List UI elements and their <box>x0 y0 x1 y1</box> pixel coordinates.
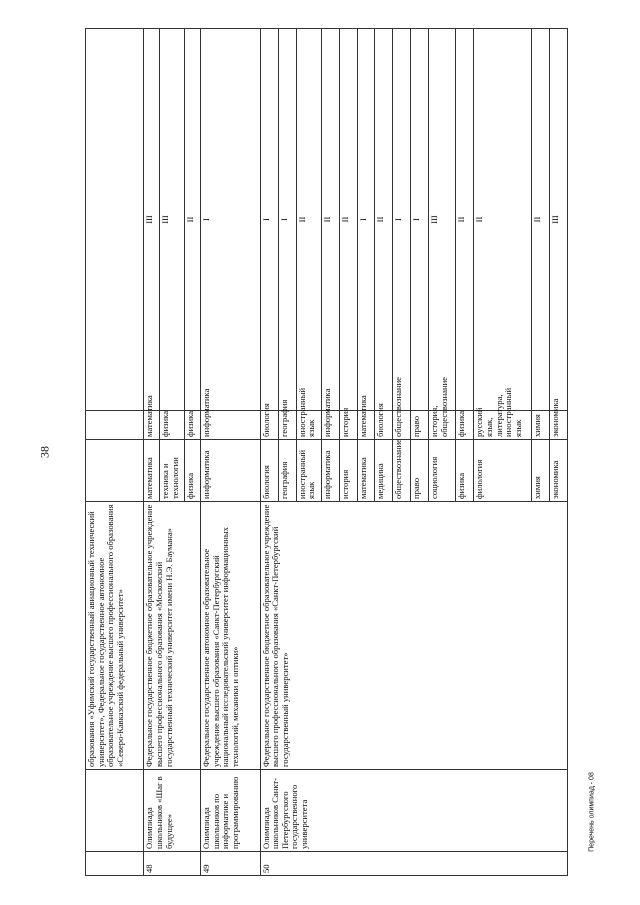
cell-profile: медицина <box>375 440 393 502</box>
cell-profile: экономика <box>549 440 567 502</box>
cell-profile: право <box>411 440 429 502</box>
cell-subject: история, обществознание <box>429 411 456 440</box>
cell-profile: физика <box>185 440 201 502</box>
cell-level: II <box>339 29 357 411</box>
cell-level: II <box>185 29 201 411</box>
olympiad-table <box>85 28 568 876</box>
cell-level: I <box>200 29 260 411</box>
table-row-48 <box>144 29 160 876</box>
cell-profile: биология <box>260 440 278 502</box>
cell-profile: иностранный язык <box>296 440 321 502</box>
cell-subject: обществознание <box>393 411 411 440</box>
cell-subject: иностранный язык <box>296 411 321 440</box>
cell-subject: химия <box>531 411 549 440</box>
cell-level: II <box>321 29 339 411</box>
cell-subject: информатика <box>200 411 260 440</box>
page-number: 38 <box>37 446 52 458</box>
footer-text: Перечень олимпиад - 08 <box>588 772 596 852</box>
cell-level <box>86 29 144 411</box>
cell-profile: обществознание <box>393 440 411 502</box>
cell-profile <box>86 440 144 502</box>
cell-level: I <box>278 29 296 411</box>
cell-subject: русский язык, литература, иностранный язык <box>474 411 531 440</box>
cell-level: I <box>260 29 278 411</box>
cell-profile: техника и технологии <box>160 440 185 502</box>
cell-subject: физика <box>185 411 201 440</box>
cell-profile: математика <box>357 440 375 502</box>
cell-profile: физика <box>456 440 474 502</box>
table-row-continuation <box>86 29 144 876</box>
cell-number <box>86 852 144 876</box>
cell-profile: филология <box>474 440 531 502</box>
cell-name: Олимпиада школьников по информатике и программированию <box>200 770 260 852</box>
olympiad-table-rotated <box>85 28 568 876</box>
cell-level: III <box>160 29 185 411</box>
cell-subject: право <box>411 411 429 440</box>
cell-profile: география <box>278 440 296 502</box>
cell-subject: физика <box>456 411 474 440</box>
cell-level: I <box>411 29 429 411</box>
cell-name: Олимпиада школьников «Шаг в будущее» <box>144 770 200 852</box>
cell-organizer: Федеральное государственное автономное образовательное учреждение высшего образования «Санкт-Петербургский национальный исследовательский университет информационных технологий, механики и оптики» <box>200 502 260 770</box>
table-row-50 <box>260 29 278 876</box>
cell-number: 48 <box>144 852 200 876</box>
cell-organizer: Федеральное государственное бюджетное образовательное учреждение высшего профессионального образования «Санкт-Петербургский государственный университет» <box>260 502 567 770</box>
cell-profile: химия <box>531 440 549 502</box>
cell-subject: биология <box>260 411 278 440</box>
cell-level: II <box>296 29 321 411</box>
cell-subject: информатика <box>321 411 339 440</box>
cell-subject: история <box>339 411 357 440</box>
cell-profile: информатика <box>321 440 339 502</box>
cell-level: I <box>357 29 375 411</box>
cell-subject: физика <box>160 411 185 440</box>
cell-profile: история <box>339 440 357 502</box>
cell-subject: биология <box>375 411 393 440</box>
cell-organizer: Федеральное государственное бюджетное образовательное учреждение высшего профессионального образования «Московский государственный технический университет имени Н.Э. Баумана» <box>144 502 200 770</box>
cell-level: II <box>531 29 549 411</box>
cell-subject <box>86 411 144 440</box>
cell-level: II <box>456 29 474 411</box>
cell-level: II <box>474 29 531 411</box>
cell-name: Олимпиада школьников Санкт-Петербургского государственного университета <box>260 770 567 852</box>
cell-level: I <box>393 29 411 411</box>
cell-profile: информатика <box>200 440 260 502</box>
cell-level: III <box>549 29 567 411</box>
table-row-49 <box>200 29 260 876</box>
cell-name <box>86 770 144 852</box>
cell-subject: экономика <box>549 411 567 440</box>
cell-subject: математика <box>357 411 375 440</box>
cell-number: 49 <box>200 852 260 876</box>
cell-subject: география <box>278 411 296 440</box>
cell-level: III <box>144 29 160 411</box>
cell-number: 50 <box>260 852 567 876</box>
cell-level: II <box>375 29 393 411</box>
cell-subject: математика <box>144 411 160 440</box>
cell-profile: социология <box>429 440 456 502</box>
cell-profile: математика <box>144 440 160 502</box>
cell-organizer: образования «Уфимский государственный авиационный технический университет», Федеральное государственное автономное образовательное учреждение высшего профессионального образования «Северо-Кавказский федеральный университет» <box>86 502 144 770</box>
cell-level: III <box>429 29 456 411</box>
